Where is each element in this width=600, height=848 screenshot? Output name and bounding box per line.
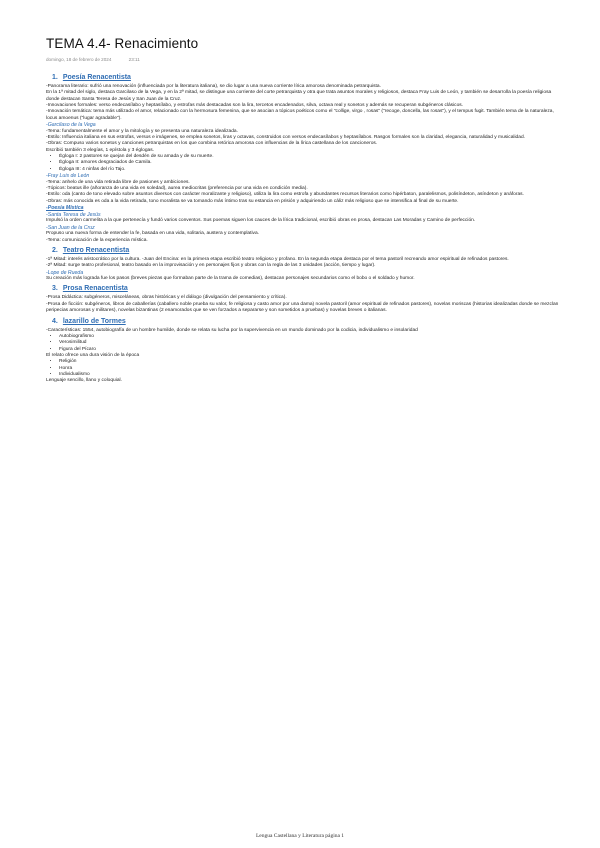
section-number: 2.: [52, 246, 58, 254]
paragraph: -Estilo: oda (canto de tono elevado sobre asuntos diversos con carácter moralizante y religioso), utiliza la lira como estrofa y abundantes recursos literarios como hipérbaton, paralelismos, polisíndeton, asíndeton y anáforas.: [46, 192, 524, 198]
paragraph: Propuso una nueva forma de entender la fe, basada en una vida, solitaria, austera y contemplativa.: [46, 231, 259, 237]
list-item: • Religión: [59, 359, 560, 365]
paragraph: Escribió también 3 elegías, 1 epístola y 3 églogas.: [46, 147, 154, 153]
section-title: Prosa Renacentista: [62, 285, 128, 293]
subheading-san-juan: -San Juan de la Cruz: [46, 224, 95, 231]
list-item: • Individualismo: [59, 372, 560, 378]
paragraph: -Panorama literario: sufrió una renovación (influenciada por la literatura italiana), se dio lugar a una nueva corriente lírica amorosa denominada petrarquista.: [46, 84, 381, 89]
subheading-garcilaso: -Garcilaso de la Vega: [46, 122, 96, 129]
section-heading-lazarillo: [52, 318, 560, 326]
list-item: • Égloga I: 2 pastores se quejan del desdén de su amada y de su muerte.: [59, 154, 560, 160]
eglogas-list: [46, 154, 560, 173]
list-item: • Autobiografismo: [59, 334, 560, 340]
note-time: 23:11: [128, 57, 140, 62]
page-footer: Lengua Castellana y Literatura página 1: [255, 833, 345, 839]
paragraph: -Tema: comunicación de la experiencia mística.: [46, 237, 148, 243]
paragraph: -1ª Mitad: interés aristocrático por la cultura. -Juan del Encina: en la primera etapa escribió teatro religioso y profano. En la segunda etapa destaca por el tema pastoril recreando amor espiritual de refinados pastores.: [46, 256, 509, 262]
section-title: Poesía Renacentista: [62, 74, 131, 81]
section-title: Teatro Renacentista: [62, 246, 130, 254]
paragraph: Lenguaje sencillo, llano y coloquial.: [46, 378, 122, 384]
subheading-poesia-mistica: -Poesía Mística: [46, 205, 84, 212]
section-number: 1.: [52, 74, 58, 81]
list-item: • Égloga II: amores desgraciados de Camila.: [59, 160, 560, 166]
paragraph: -Tópicos: beatus ille (añoranza de una vida en soledad), aurea mediocritas (preferencia por una vida en condición media).: [46, 186, 308, 191]
note-page: [46, 36, 560, 385]
subheading-santa-teresa: -Santa Teresa de Jesús: [46, 211, 101, 218]
paragraph: -Obras: más conocida es oda a la vida retirada, tono moralista se va tomando más íntimo tras su estancia en prisión y adquiriendo un cáliz más religioso que se intensifica al final de su muerte.: [46, 198, 459, 204]
section-title: lazarillo de Tormes: [62, 317, 126, 325]
subheading-fray-luis: -Fray Luis de León: [46, 173, 90, 180]
vision-list: [46, 359, 560, 378]
paragraph: -Estilo: Influencia italiana en sus estrofas, versos e imágenes, se emplea sonetos, liras y octavas, construidos con versos endecasílabos y heptasílabos. Rasgos formales son la claridad, elegancia, naturalidad y musicalidad.: [46, 135, 525, 140]
list-item: • Verosimilitud: [59, 340, 560, 346]
section-number: 3.: [52, 285, 58, 293]
section-number: 4.: [52, 317, 58, 325]
page-title: TEMA 4.4- Renacimiento: [46, 36, 199, 51]
paragraph: -Tema: fundamentalmente el amor y la mitología y se presenta una naturaleza idealizada.: [46, 128, 238, 134]
list-item: • Honra: [59, 366, 560, 372]
paragraph: -Obras: Compuso varios sonetos y canciones petrarquistas en los que combina retórica amorosa con influencias de la lírica castellana de los cancioneros.: [46, 141, 378, 147]
paragraph: Impulsó la orden carmelita a la que pertenecía y fundó varios conventos. Sus poemas siguen los cauces de la lírica tradicional, escribió obras en prosa, destacan Las Moradas y Camino de perfección.: [46, 218, 476, 224]
paragraph: -Tema: anhelo de una vida retirada libre de pasiones y ambiciones.: [46, 179, 190, 185]
paragraph: En la 1ª mitad del siglo, destaca Garcilaso de la Vega, y en la 2ª mitad, se distingue una corriente del corte petrarquista y otra que trata asuntos morales y religiosos, destaca Fray Luis de León, y también se desarrolla la poesía religiosa donde destacan Santa Teresa de Jesús y San Juan de la Cruz.: [46, 90, 552, 102]
note-metadata: [46, 57, 560, 62]
paragraph: Su creación más lograda fue los pasos (breves piezas que formaban parte de la trama de comedias), destacan personajes secundarios como el bobo o el soldado y humor.: [46, 276, 415, 282]
paragraph: -Prosa de ficción: subgéneros, libros de caballerías (caballero noble prueba su valor, fe religiosa y casto amor por una dama) novela pastoril (amor espiritual de refinados pastores), novelas moriscas (historias idealizadas donde se mezclan peripecias amorosas y militares), novelas bizantinas (2 enamorados que se ven forzados a separarse y son sometidos a pruebas) y novelas breves o italianas.: [46, 301, 559, 314]
list-item: • Figura del Pícaro: [59, 347, 560, 353]
subheading-lope-de-rueda: -Lope de Rueda: [46, 269, 84, 276]
note-content: [46, 74, 560, 385]
paragraph: -Prosa Didáctica: subgéneros, misceláneas, obras históricas y el diálogo (divulgación del pensamiento y crítica).: [46, 295, 287, 301]
section-heading-poesia: [52, 74, 560, 82]
section-heading-prosa: [52, 285, 560, 293]
list-item: • Égloga III: 4 ninfas del río Tajo.: [59, 167, 560, 173]
note-date: domingo, 18 de febrero de 2024: [46, 57, 112, 62]
paragraph: -2ª Mitad: surge teatro profesional, teatro basado en la improvisación y en personajes fijos y obras con la regla de las 3 unidades (acción, tiempo y lugar).: [46, 263, 376, 269]
paragraph: -Innovaciones formales: verso endecasílabo y heptasílabo, y estrofas más destacadas son la lira, tercetos encadenados, silva, octava real y sonetos y además se recuperan subgéneros clásicos.: [46, 103, 464, 109]
paragraph: -Innovación temática: tema más utilizado el amor, relacionado con la hermosura femenina, que se asocian a tópicos poéticos como el "collige, virgo , rosas" ("recoge, doncella, las rosas"), y el tempus fugit. También tema de la naturaleza, locus amoenus ("lugar agradable").: [46, 109, 554, 121]
caracteristicas-list: [46, 334, 560, 353]
paragraph: -Características: 1554, autobiografía de un hombre humilde, donde se relata su lucha por la supervivencia en un mundo dominado por la codicia, individualismo e insolaridad: [46, 327, 418, 333]
section-heading-teatro: [52, 247, 560, 255]
paragraph: El relato ofrece una dura visión de la época: [46, 352, 140, 358]
